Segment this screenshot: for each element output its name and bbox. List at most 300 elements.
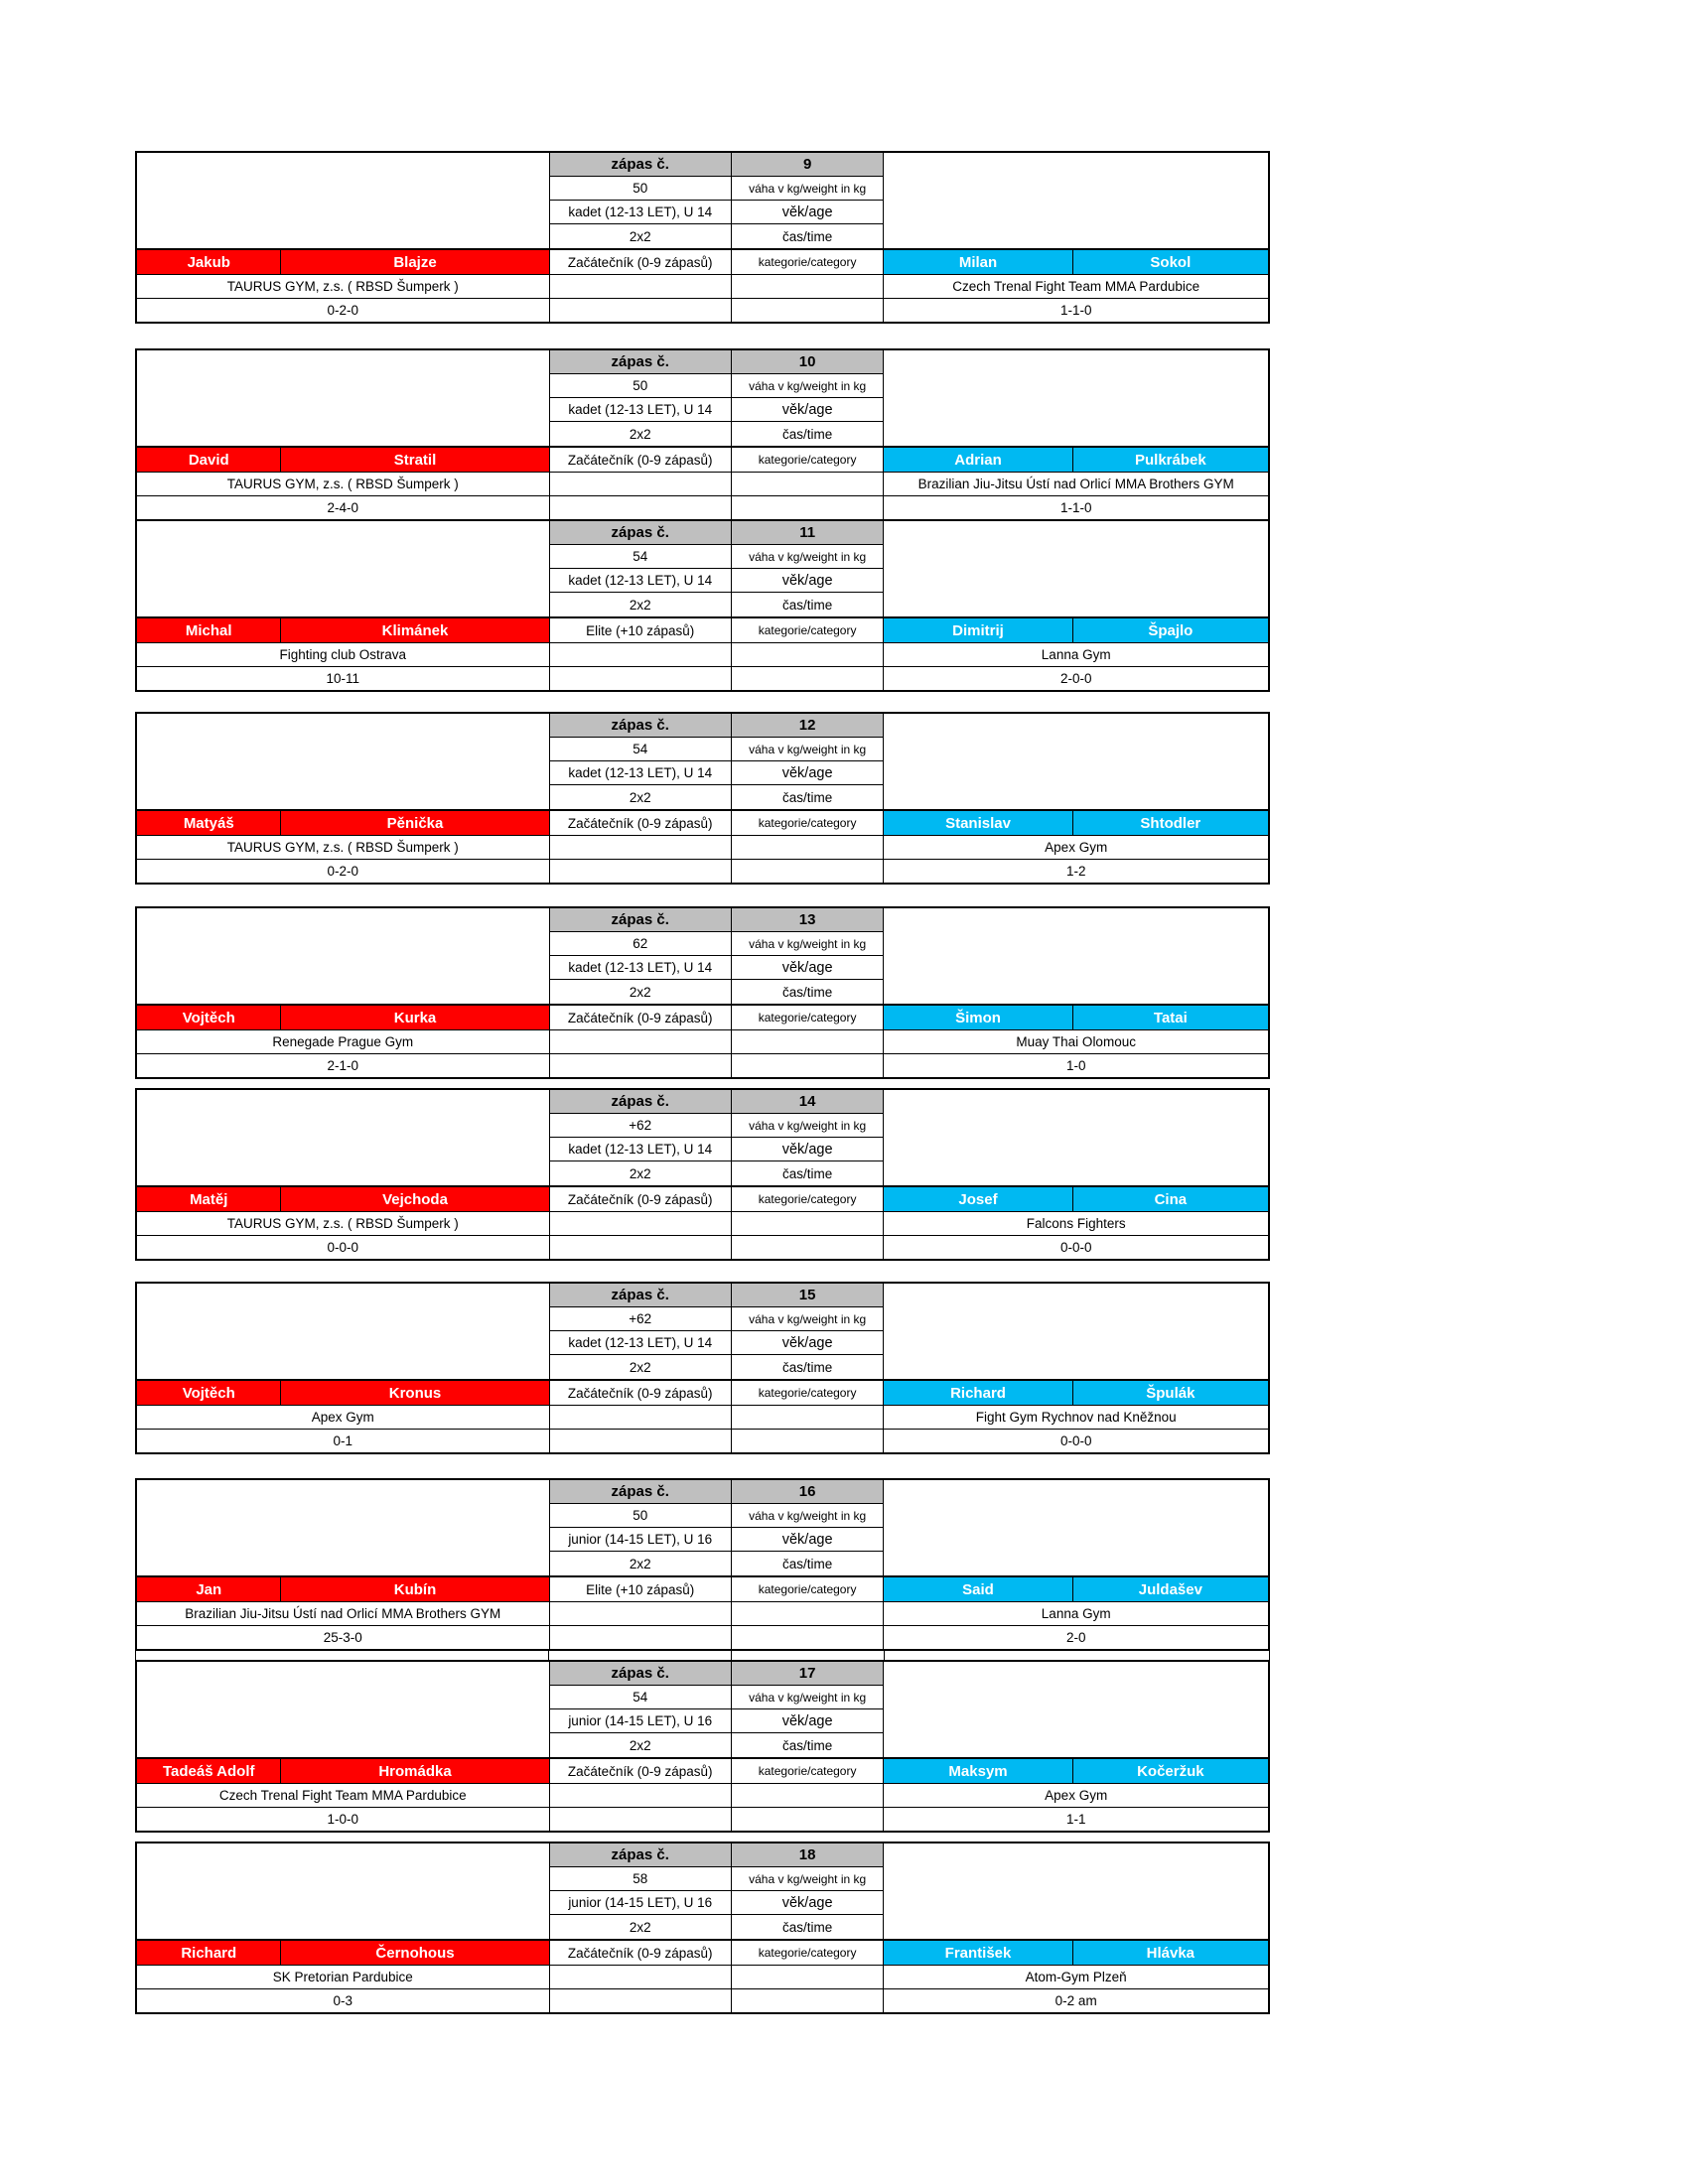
empty-cell — [731, 299, 884, 322]
blue-first-name: František — [884, 1941, 1071, 1965]
red-last-name: Pěnička — [280, 811, 548, 835]
blue-corner-empty-area — [884, 1709, 1268, 1733]
red-last-name: Kubín — [280, 1577, 548, 1601]
blue-corner-empty-area — [884, 153, 1268, 177]
empty-cell — [731, 1212, 884, 1235]
match-no-label: zápas č. — [549, 1090, 731, 1114]
fighters-row — [137, 1379, 1268, 1405]
match-number: 13 — [731, 908, 884, 932]
age-label: věk/age — [731, 761, 884, 785]
red-corner-empty-area — [137, 1480, 549, 1504]
red-corner-empty-area — [137, 714, 549, 738]
gyms-row — [137, 1405, 1268, 1429]
records-row — [137, 1235, 1268, 1259]
weight-row — [137, 1114, 1268, 1138]
match-no-label: zápas č. — [549, 714, 731, 738]
category-value: Začátečník (0-9 zápasů) — [549, 1759, 731, 1783]
age-label: věk/age — [731, 1331, 884, 1355]
time-row — [137, 785, 1268, 809]
blue-corner-empty-area — [884, 1355, 1268, 1379]
weight-label: váha v kg/weight in kg — [731, 1114, 884, 1138]
records-row — [137, 859, 1268, 883]
blue-corner-empty-area — [884, 1662, 1268, 1686]
empty-cell — [549, 1212, 731, 1235]
weight-value: +62 — [549, 1307, 731, 1331]
time-row — [137, 1915, 1268, 1939]
match-block — [135, 712, 1270, 885]
weight-value: 54 — [549, 545, 731, 569]
records-row — [137, 1807, 1268, 1831]
gyms-row — [137, 835, 1268, 859]
red-gym: Apex Gym — [311, 1410, 374, 1425]
empty-cell — [731, 667, 884, 690]
empty-cell — [549, 473, 731, 495]
blue-first-name: Šimon — [884, 1006, 1071, 1029]
match-number: 14 — [731, 1090, 884, 1114]
records-row — [137, 666, 1268, 690]
red-record: 0-3 — [333, 1993, 353, 2008]
empty-cell — [731, 1808, 884, 1831]
weight-row — [137, 738, 1268, 761]
age-value: junior (14-15 LET), U 16 — [549, 1709, 731, 1733]
blue-record: 2-0 — [1065, 1630, 1086, 1645]
fighters-row — [137, 1939, 1268, 1965]
empty-cell — [731, 1651, 885, 1660]
blue-gym: Apex Gym — [1045, 840, 1108, 855]
category-label: kategorie/category — [731, 1187, 884, 1211]
match-header-row — [137, 153, 1268, 177]
gyms-row — [137, 472, 1268, 495]
empty-cell — [731, 1784, 884, 1807]
red-corner-empty-area — [137, 1843, 549, 1867]
blue-corner-empty-area — [884, 1528, 1268, 1552]
match-no-label: zápas č. — [549, 1662, 731, 1686]
category-value: Začátečník (0-9 zápasů) — [549, 1941, 731, 1965]
age-row — [137, 1138, 1268, 1161]
time-value: 2x2 — [549, 980, 731, 1004]
time-value: 2x2 — [549, 1355, 731, 1379]
blue-first-name: Milan — [884, 250, 1071, 274]
red-corner-empty-area — [137, 1662, 549, 1686]
empty-cell — [549, 1626, 731, 1649]
category-label: kategorie/category — [731, 448, 884, 472]
red-first-name: Richard — [137, 1941, 280, 1965]
empty-cell — [731, 1430, 884, 1452]
blue-first-name: Josef — [884, 1187, 1071, 1211]
fighters-row — [137, 248, 1268, 274]
blue-gym: Fight Gym Rychnov nad Kněžnou — [975, 1410, 1177, 1425]
empty-cell — [885, 1651, 1269, 1660]
time-row — [137, 1552, 1268, 1575]
weight-label: váha v kg/weight in kg — [731, 932, 884, 956]
blue-gym: Lanna Gym — [1041, 647, 1111, 662]
weight-value: 58 — [549, 1867, 731, 1891]
match-header-row — [137, 714, 1268, 738]
blue-corner-empty-area — [884, 177, 1268, 201]
weight-value: +62 — [549, 1114, 731, 1138]
empty-cell — [731, 275, 884, 298]
blue-last-name: Pulkrábek — [1072, 448, 1268, 472]
fighters-row — [137, 809, 1268, 835]
blue-corner-empty-area — [884, 422, 1268, 446]
red-first-name: Jan — [137, 1577, 280, 1601]
red-first-name: Tadeáš Adolf — [137, 1759, 280, 1783]
red-last-name: Kurka — [280, 1006, 548, 1029]
red-corner-empty-area — [137, 1355, 549, 1379]
empty-cell — [549, 667, 731, 690]
red-corner-empty-area — [137, 374, 549, 398]
category-value: Elite (+10 zápasů) — [549, 1577, 731, 1601]
red-gym: TAURUS GYM, z.s. ( RBSD Šumperk ) — [226, 1216, 459, 1231]
blue-first-name: Said — [884, 1577, 1071, 1601]
red-corner-empty-area — [137, 1528, 549, 1552]
red-corner-empty-area — [137, 398, 549, 422]
blue-corner-empty-area — [884, 785, 1268, 809]
category-label: kategorie/category — [731, 1941, 884, 1965]
red-corner-empty-area — [137, 1161, 549, 1185]
match-number: 11 — [731, 521, 884, 545]
red-corner-empty-area — [137, 545, 549, 569]
empty-cell — [731, 1602, 884, 1625]
weight-label: váha v kg/weight in kg — [731, 545, 884, 569]
match-number: 16 — [731, 1480, 884, 1504]
weight-row — [137, 1504, 1268, 1528]
red-first-name: David — [137, 448, 280, 472]
blue-first-name: Stanislav — [884, 811, 1071, 835]
records-row — [137, 1053, 1268, 1077]
age-row — [137, 761, 1268, 785]
match-block — [135, 1282, 1270, 1454]
red-record: 0-2-0 — [327, 303, 359, 318]
blue-corner-empty-area — [884, 1284, 1268, 1307]
fighters-row — [137, 1004, 1268, 1029]
empty-cell — [731, 1030, 884, 1053]
records-row — [137, 1429, 1268, 1452]
time-label: čas/time — [731, 980, 884, 1004]
red-first-name: Vojtěch — [137, 1006, 280, 1029]
age-value: kadet (12-13 LET), U 14 — [549, 1138, 731, 1161]
age-row — [137, 956, 1268, 980]
blue-corner-empty-area — [884, 738, 1268, 761]
category-label: kategorie/category — [731, 811, 884, 835]
category-label: kategorie/category — [731, 250, 884, 274]
match-no-label: zápas č. — [549, 908, 731, 932]
age-value: kadet (12-13 LET), U 14 — [549, 569, 731, 593]
red-gym: Czech Trenal Fight Team MMA Pardubice — [218, 1788, 467, 1803]
age-value: kadet (12-13 LET), U 14 — [549, 201, 731, 224]
blue-corner-empty-area — [884, 1138, 1268, 1161]
blue-record: 1-1 — [1065, 1812, 1086, 1827]
match-block — [135, 1842, 1270, 2014]
fighters-row — [137, 446, 1268, 472]
blue-record: 0-0-0 — [1059, 1433, 1092, 1448]
category-value: Začátečník (0-9 zápasů) — [549, 250, 731, 274]
red-gym: TAURUS GYM, z.s. ( RBSD Šumperk ) — [226, 477, 459, 491]
category-label: kategorie/category — [731, 1006, 884, 1029]
empty-cell — [731, 1989, 884, 2012]
match-block — [135, 348, 1270, 521]
empty-cell — [549, 836, 731, 859]
blue-gym: Atom-Gym Plzeň — [1025, 1970, 1127, 1984]
red-corner-empty-area — [137, 1138, 549, 1161]
age-label: věk/age — [731, 956, 884, 980]
category-value: Začátečník (0-9 zápasů) — [549, 811, 731, 835]
blue-corner-empty-area — [884, 1915, 1268, 1939]
empty-cell — [549, 496, 731, 519]
red-gym: Fighting club Ostrava — [279, 647, 407, 662]
red-gym: SK Pretorian Pardubice — [272, 1970, 413, 1984]
time-label: čas/time — [731, 1161, 884, 1185]
red-gym: TAURUS GYM, z.s. ( RBSD Šumperk ) — [226, 279, 459, 294]
gyms-row — [137, 642, 1268, 666]
age-row — [137, 569, 1268, 593]
empty-cell — [549, 1430, 731, 1452]
blue-gym: Brazilian Jiu-Jitsu Ústí nad Orlicí MMA Brothers GYM — [917, 477, 1234, 491]
time-row — [137, 1355, 1268, 1379]
red-corner-empty-area — [137, 201, 549, 224]
time-label: čas/time — [731, 593, 884, 616]
red-corner-empty-area — [137, 153, 549, 177]
empty-cell — [549, 1808, 731, 1831]
blue-corner-empty-area — [884, 761, 1268, 785]
blue-record: 1-1-0 — [1059, 303, 1092, 318]
time-value: 2x2 — [549, 1552, 731, 1575]
match-header-row — [137, 1662, 1268, 1686]
match-block — [135, 1660, 1270, 1833]
blue-gym: Apex Gym — [1045, 1788, 1108, 1803]
empty-cell — [549, 1236, 731, 1259]
red-record: 1-0-0 — [327, 1812, 359, 1827]
red-record: 2-1-0 — [327, 1058, 359, 1073]
red-corner-empty-area — [137, 980, 549, 1004]
weight-row — [137, 545, 1268, 569]
match-number: 12 — [731, 714, 884, 738]
empty-cell — [549, 275, 731, 298]
time-label: čas/time — [731, 224, 884, 248]
time-label: čas/time — [731, 1733, 884, 1757]
match-header-row — [137, 350, 1268, 374]
red-first-name: Matěj — [137, 1187, 280, 1211]
blue-last-name: Juldašev — [1072, 1577, 1268, 1601]
records-row — [137, 1988, 1268, 2012]
blue-corner-empty-area — [884, 350, 1268, 374]
blue-first-name: Maksym — [884, 1759, 1071, 1783]
category-label: kategorie/category — [731, 1577, 884, 1601]
red-corner-empty-area — [137, 1090, 549, 1114]
age-value: kadet (12-13 LET), U 14 — [549, 956, 731, 980]
fighters-row — [137, 1757, 1268, 1783]
red-corner-empty-area — [137, 1867, 549, 1891]
red-record: 0-1 — [333, 1433, 353, 1448]
time-row — [137, 1161, 1268, 1185]
weight-label: váha v kg/weight in kg — [731, 374, 884, 398]
age-value: kadet (12-13 LET), U 14 — [549, 1331, 731, 1355]
age-row — [137, 1331, 1268, 1355]
red-corner-empty-area — [137, 738, 549, 761]
red-gym: TAURUS GYM, z.s. ( RBSD Šumperk ) — [226, 840, 459, 855]
match-block — [135, 1088, 1270, 1261]
match-number: 18 — [731, 1843, 884, 1867]
category-label: kategorie/category — [731, 1381, 884, 1405]
red-corner-empty-area — [137, 1552, 549, 1575]
match-no-label: zápas č. — [549, 521, 731, 545]
blue-record: 1-1-0 — [1059, 500, 1092, 515]
red-corner-empty-area — [137, 956, 549, 980]
match-header-row — [137, 1480, 1268, 1504]
red-corner-empty-area — [137, 593, 549, 616]
red-corner-empty-area — [137, 1891, 549, 1915]
empty-cell — [731, 860, 884, 883]
blue-last-name: Kočeržuk — [1072, 1759, 1268, 1783]
red-corner-empty-area — [137, 1284, 549, 1307]
blue-corner-empty-area — [884, 569, 1268, 593]
blue-corner-empty-area — [884, 1090, 1268, 1114]
blue-corner-empty-area — [884, 224, 1268, 248]
red-corner-empty-area — [137, 1915, 549, 1939]
weight-row — [137, 932, 1268, 956]
match-header-row — [137, 1090, 1268, 1114]
blue-record: 1-0 — [1065, 1058, 1086, 1073]
fighters-row — [137, 1185, 1268, 1211]
match-block — [135, 519, 1270, 692]
blue-first-name: Richard — [884, 1381, 1071, 1405]
age-label: věk/age — [731, 569, 884, 593]
match-no-label: zápas č. — [549, 350, 731, 374]
weight-row — [137, 177, 1268, 201]
empty-cell — [731, 1406, 884, 1429]
empty-cell — [549, 1406, 731, 1429]
blue-corner-empty-area — [884, 1867, 1268, 1891]
time-label: čas/time — [731, 422, 884, 446]
match-header-row — [137, 1284, 1268, 1307]
weight-value: 54 — [549, 738, 731, 761]
gyms-row — [137, 1601, 1268, 1625]
red-corner-empty-area — [137, 1733, 549, 1757]
time-value: 2x2 — [549, 1161, 731, 1185]
match-number: 10 — [731, 350, 884, 374]
blue-record: 0-2 am — [1054, 1993, 1097, 2008]
time-value: 2x2 — [549, 422, 731, 446]
red-corner-empty-area — [137, 908, 549, 932]
blue-corner-empty-area — [884, 1480, 1268, 1504]
age-label: věk/age — [731, 1709, 884, 1733]
blue-last-name: Sokol — [1072, 250, 1268, 274]
age-value: kadet (12-13 LET), U 14 — [549, 761, 731, 785]
blue-gym: Falcons Fighters — [1026, 1216, 1126, 1231]
blue-corner-empty-area — [884, 1891, 1268, 1915]
red-corner-empty-area — [137, 521, 549, 545]
weight-row — [137, 1307, 1268, 1331]
age-row — [137, 398, 1268, 422]
gyms-row — [137, 1783, 1268, 1807]
empty-cell — [549, 1966, 731, 1988]
time-value: 2x2 — [549, 1915, 731, 1939]
weight-value: 62 — [549, 932, 731, 956]
records-row — [137, 495, 1268, 519]
red-corner-empty-area — [137, 224, 549, 248]
weight-label: váha v kg/weight in kg — [731, 1307, 884, 1331]
blue-corner-empty-area — [884, 714, 1268, 738]
empty-cell — [136, 1651, 548, 1660]
empty-cell — [731, 1054, 884, 1077]
empty-cell — [549, 1989, 731, 2012]
empty-cell — [549, 860, 731, 883]
weight-label: váha v kg/weight in kg — [731, 1867, 884, 1891]
red-corner-empty-area — [137, 422, 549, 446]
weight-label: váha v kg/weight in kg — [731, 1686, 884, 1709]
blue-corner-empty-area — [884, 1552, 1268, 1575]
time-row — [137, 422, 1268, 446]
red-last-name: Stratil — [280, 448, 548, 472]
empty-cell — [731, 496, 884, 519]
red-first-name: Michal — [137, 618, 280, 642]
time-value: 2x2 — [549, 593, 731, 616]
age-row — [137, 1528, 1268, 1552]
red-record: 25-3-0 — [323, 1630, 362, 1645]
blue-record: 1-2 — [1065, 864, 1086, 879]
time-label: čas/time — [731, 785, 884, 809]
blue-corner-empty-area — [884, 593, 1268, 616]
match-header-row — [137, 908, 1268, 932]
weight-row — [137, 1867, 1268, 1891]
red-corner-empty-area — [137, 1686, 549, 1709]
red-first-name: Vojtěch — [137, 1381, 280, 1405]
empty-cell — [549, 1054, 731, 1077]
gyms-row — [137, 274, 1268, 298]
blue-corner-empty-area — [884, 956, 1268, 980]
empty-cell — [549, 1784, 731, 1807]
gyms-row — [137, 1211, 1268, 1235]
blue-gym: Lanna Gym — [1041, 1606, 1111, 1621]
gyms-row — [137, 1965, 1268, 1988]
weight-value: 54 — [549, 1686, 731, 1709]
red-last-name: Vejchoda — [280, 1187, 548, 1211]
blue-gym: Czech Trenal Fight Team MMA Pardubice — [952, 279, 1200, 294]
fighters-row — [137, 616, 1268, 642]
time-row — [137, 593, 1268, 616]
age-label: věk/age — [731, 1891, 884, 1915]
blue-corner-empty-area — [884, 545, 1268, 569]
blue-corner-empty-area — [884, 1307, 1268, 1331]
empty-cell — [731, 836, 884, 859]
red-gym: Renegade Prague Gym — [272, 1034, 414, 1049]
match-block — [135, 151, 1270, 324]
red-record: 0-2-0 — [327, 864, 359, 879]
category-value: Elite (+10 zápasů) — [549, 618, 731, 642]
weight-value: 50 — [549, 374, 731, 398]
empty-cell — [731, 473, 884, 495]
blue-record: 0-0-0 — [1059, 1240, 1092, 1255]
red-last-name: Kronus — [280, 1381, 548, 1405]
red-first-name: Matyáš — [137, 811, 280, 835]
red-corner-empty-area — [137, 1307, 549, 1331]
weight-value: 50 — [549, 177, 731, 201]
red-corner-empty-area — [137, 350, 549, 374]
blue-corner-empty-area — [884, 908, 1268, 932]
blue-last-name: Špajlo — [1072, 618, 1268, 642]
match-no-label: zápas č. — [549, 1284, 731, 1307]
red-record: 2-4-0 — [327, 500, 359, 515]
red-corner-empty-area — [137, 1709, 549, 1733]
match-number: 9 — [731, 153, 884, 177]
category-value: Začátečník (0-9 zápasů) — [549, 448, 731, 472]
blue-corner-empty-area — [884, 201, 1268, 224]
red-corner-empty-area — [137, 1504, 549, 1528]
blue-corner-empty-area — [884, 1733, 1268, 1757]
empty-cell — [549, 299, 731, 322]
blue-corner-empty-area — [884, 521, 1268, 545]
match-no-label: zápas č. — [549, 1843, 731, 1867]
